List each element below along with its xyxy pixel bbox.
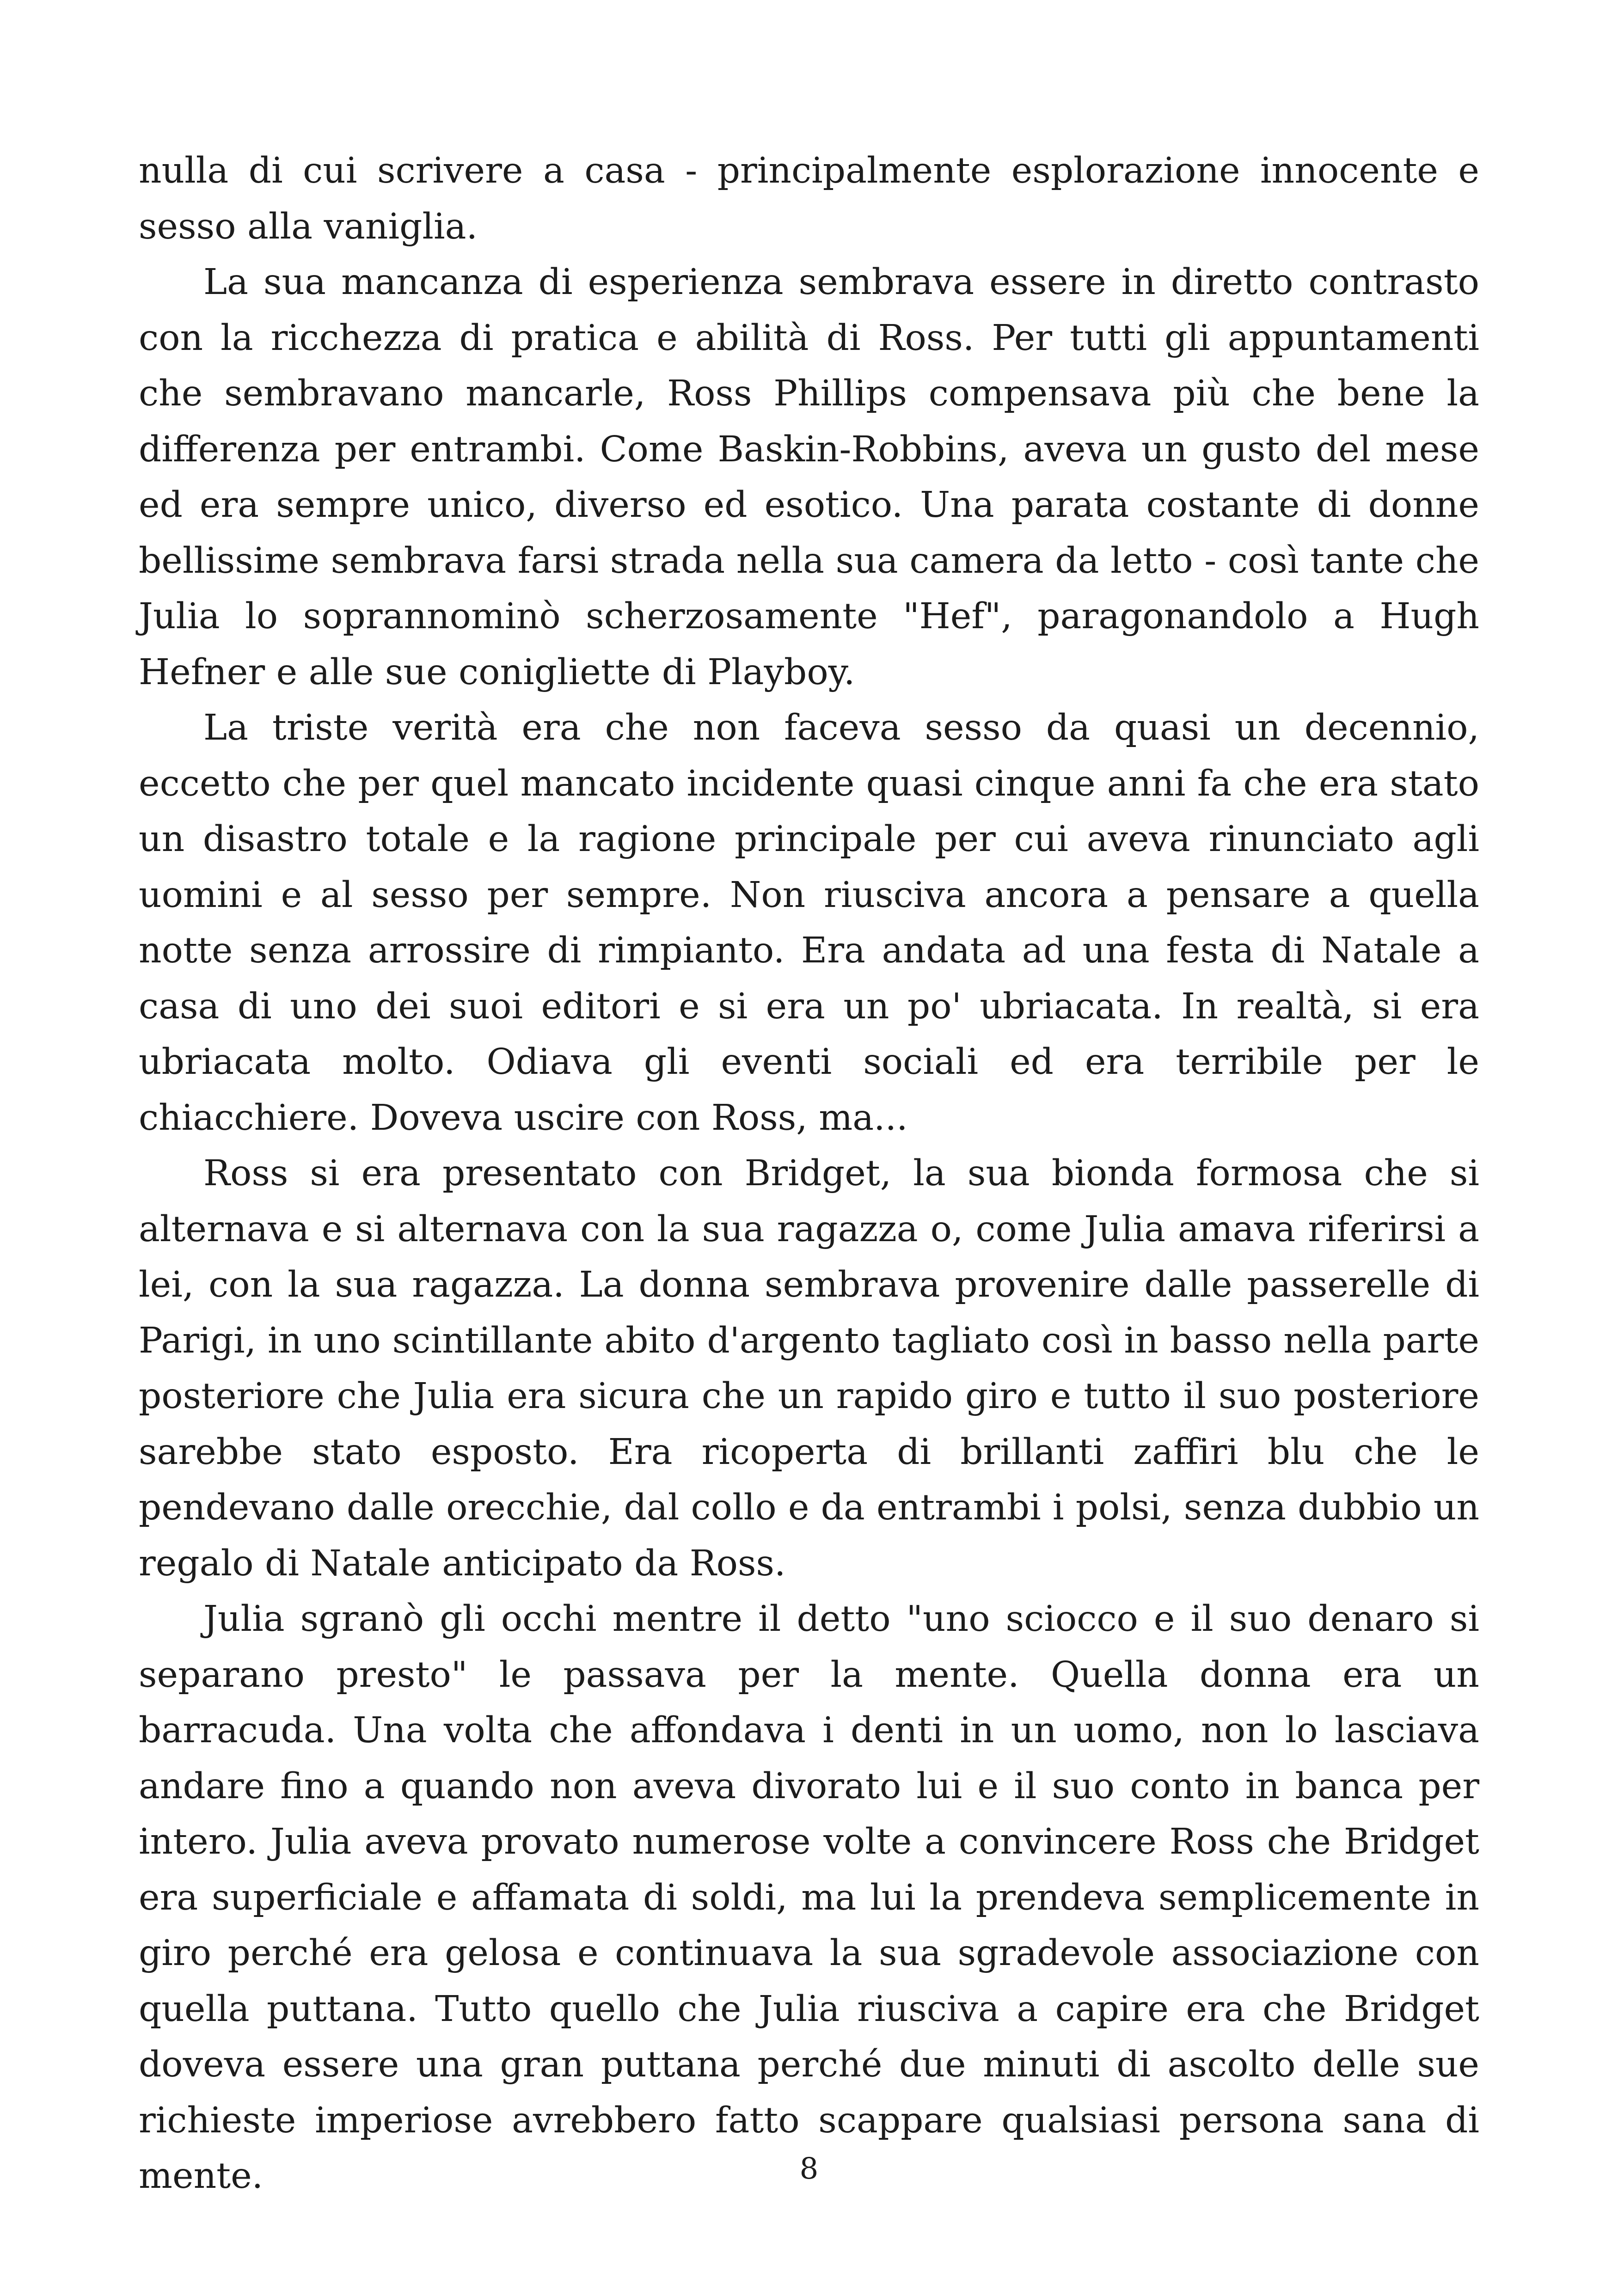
paragraph-1: nulla di cui scrivere a casa - principalmente esplorazione innocente e sesso alla vaniglia. — [139, 150, 1479, 247]
paragraph-3: La triste verità era che non faceva sesso da quasi un decennio, eccetto che per quel mancato incidente quasi cinque anni fa che era stato un disastro totale e la ragione principale per cui aveva rinunciato agli uomini e al sesso per sempre. Non riusciva ancora a pensare a quella notte senza arrossire di rimpianto. Era andata ad una festa di Natale a casa di uno dei suoi editori e si era un po' ubriacata. In realtà, si era ubriacata molto. Odiava gli eventi sociali ed era terribile per le chiacchiere. Doveva uscire con Ross, ma... — [139, 707, 1479, 1139]
page-number: 8 — [799, 2152, 819, 2186]
paragraph-4: Ross si era presentato con Bridget, la sua bionda formosa che si alternava e si alternava con la sua ragazza o, come Julia amava riferirsi a lei, con la sua ragazza. La donna sembrava provenire dalle passerelle di Parigi, in uno scintillante abito d'argento tagliato così in basso nella parte posteriore che Julia era sicura che un rapido giro e tutto il suo posteriore sarebbe stato esposto. Era ricoperta di brillanti zaffiri blu che le pendevano dalle orecchie, dal collo e da entrambi i polsi, senza dubbio un regalo di Natale anticipato da Ross. — [139, 1153, 1479, 1584]
page-body — [139, 143, 1479, 2204]
paragraph-5: Julia sgranò gli occhi mentre il detto "uno sciocco e il suo denaro si separano presto" le passava per la mente. Quella donna era un barracuda. Una volta che affondava i denti in un uomo, non lo lasciava andare fino a quando non aveva divorato lui e il suo conto in banca per intero. Julia aveva provato numerose volte a convincere Ross che Bridget era superficiale e affamata di soldi, ma lui la prendeva semplicemente in giro perché era gelosa e continuava la sua sgradevole associazione con quella puttana. Tutto quello che Julia riusciva a capire era che Bridget doveva essere una gran puttana perché due minuti di ascolto delle sue richieste imperiose avrebbero fatto scappare qualsiasi persona sana di mente. — [139, 1598, 1479, 2197]
paragraph-2: La sua mancanza di esperienza sembrava essere in diretto contrasto con la ricchezza di pratica e abilità di Ross. Per tutti gli appuntamenti che sembravano mancarle, Ross Phillips compensava più che bene la differenza per entrambi. Come Baskin-Robbins, aveva un gusto del mese ed era sempre unico, diverso ed esotico. Una parata costante di donne bellissime sembrava farsi strada nella sua camera da letto - così tante che Julia lo soprannominò scherzosamente "Hef", paragonandolo a Hugh Hefner e alle sue conigliette di Playboy. — [139, 262, 1479, 693]
